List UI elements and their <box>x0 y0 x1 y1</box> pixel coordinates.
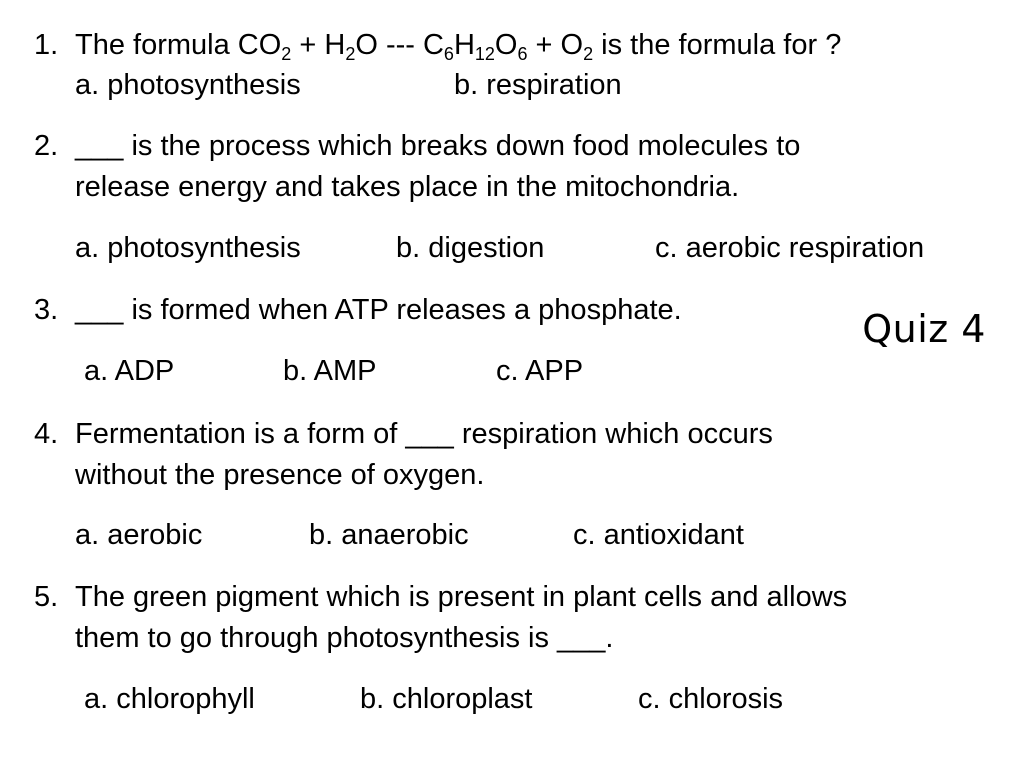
question-2-option-c: c. aerobic respiration <box>655 232 925 264</box>
question-1-option-b: b. respiration <box>454 69 622 101</box>
question-5-option-b: b. chloroplast <box>360 683 533 715</box>
question-3-number: 3. <box>34 294 59 326</box>
question-3-option-a: a. ADP <box>84 355 175 387</box>
question-3-option-c: c. APP <box>496 355 584 387</box>
question-4-option-a: a. aerobic <box>75 519 203 551</box>
question-3-option-b: b. AMP <box>283 355 377 387</box>
question-1-option-a: a. photosynthesis <box>75 69 301 101</box>
question-5-text-line-1: The green pigment which is present in plant cells and allows <box>75 581 848 613</box>
question-2-option-a: a. photosynthesis <box>75 232 301 264</box>
question-4-option-c: c. antioxidant <box>573 519 744 551</box>
question-5-option-c: c. chlorosis <box>638 683 784 715</box>
question-4-text-line-2: without the presence of oxygen. <box>75 459 485 491</box>
question-1-text: The formula $CO_2 + H_2O$ --- $C_6H_{12}O_6 + O_2$ is the formula for ? <box>75 29 842 64</box>
question-2-number: 2. <box>34 130 59 162</box>
question-4-text-line-1: Fermentation is a form of ___ respiration which occurs <box>75 418 773 450</box>
question-2-option-b: b. digestion <box>396 232 545 264</box>
question-5-option-a: a. chlorophyll <box>84 683 255 715</box>
question-1-number: 1. <box>34 29 59 61</box>
question-5-number: 5. <box>34 581 59 613</box>
question-2-text-line-2: release energy and takes place in the mitochondria. <box>75 171 740 203</box>
question-2-text-line-1: ___ is the process which breaks down food molecules to <box>75 130 801 162</box>
question-4-option-b: b. anaerobic <box>309 519 469 551</box>
question-5-text-line-2: them to go through photosynthesis is ___. <box>75 622 614 654</box>
question-3-text: ___ is formed when ATP releases a phosphate. <box>75 294 682 326</box>
quiz-title: Quiz 4 <box>862 307 986 351</box>
question-4-number: 4. <box>34 418 59 450</box>
